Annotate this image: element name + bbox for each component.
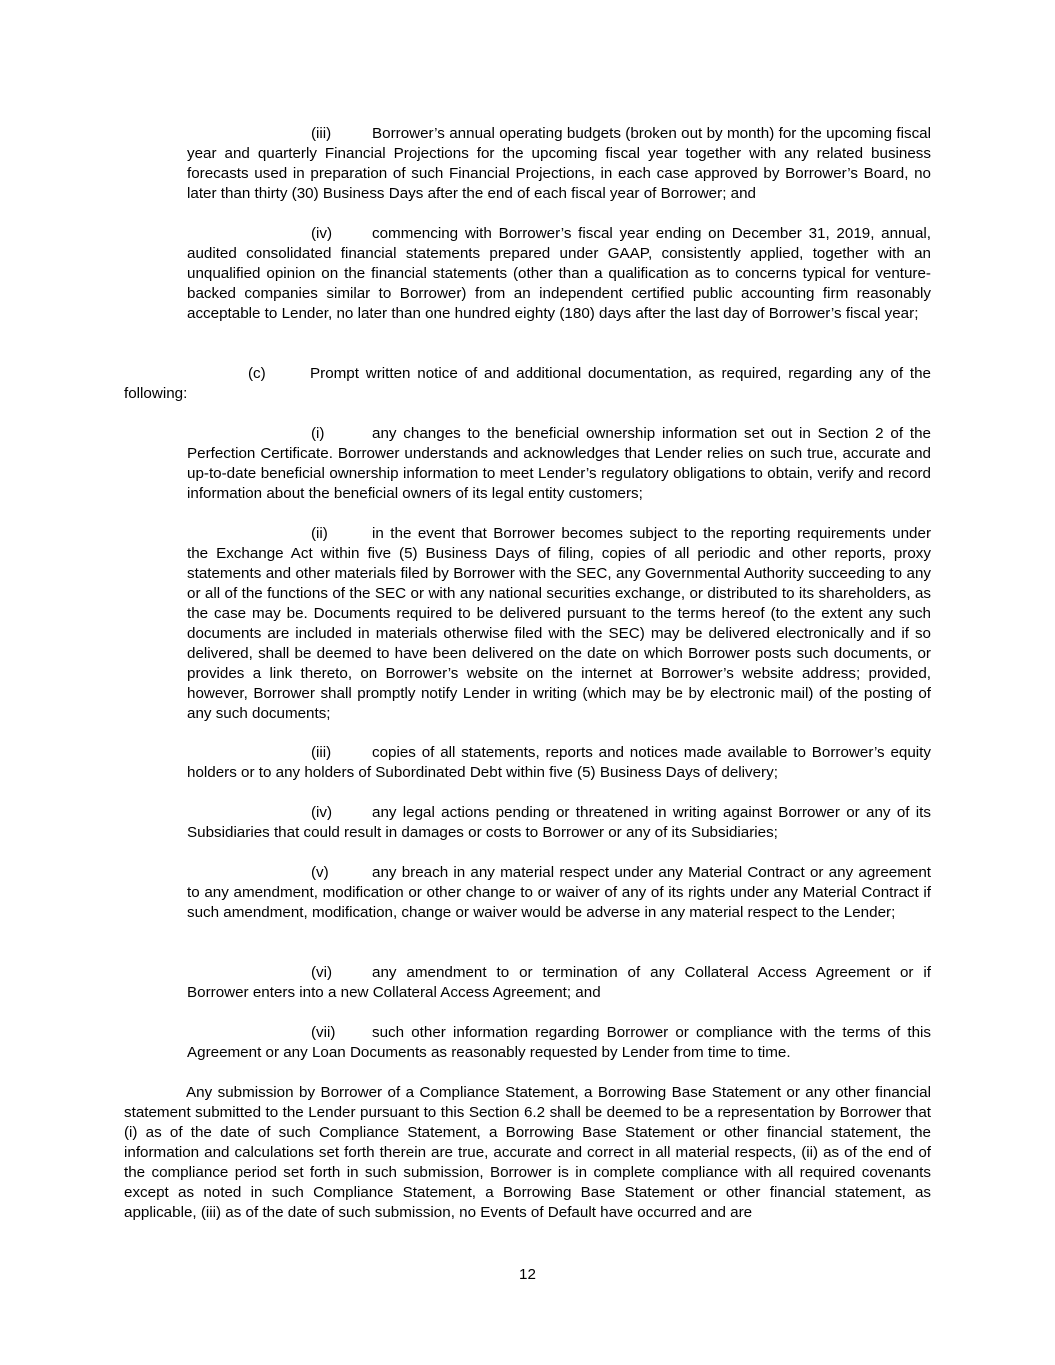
clause-c-ii-marker: (ii): [311, 525, 328, 542]
clause-b-iv: [187, 224, 931, 324]
clause-c-iv-text: any legal actions pending or threatened in writing against Borrower or any of its Subsidiaries that could result in damages or costs to Borrower or any of its Subsidiaries;: [187, 804, 931, 841]
closing-paragraph: Any submission by Borrower of a Compliance Statement, a Borrowing Base Statement or any other financial statement submitted to the Lender pursuant to this Section 6.2 shall be deemed to be a representation by Borrower that (i) as of the date of such Compliance Statement, a Borrowing Base Statement or other financial statement, the information and calculations set forth therein are true, accurate and correct in all material respects, (ii) as of the end of the compliance period set forth in such submission, Borrower is in complete compliance with all required covenants except as noted in such Compliance Statement, a Borrowing Base Statement or other financial statement, as applicable, (iii) as of the date of such submission, no Events of Default have occurred and are: [124, 1084, 931, 1221]
clause-b-iv-marker: (iv): [311, 225, 333, 242]
clause-c-marker: (c): [248, 365, 266, 382]
clause-c-iv: [187, 803, 931, 843]
clause-b-iii-text: Borrower’s annual operating budgets (broken out by month) for the upcoming fiscal year and quarterly Financial Projections for the upcoming fiscal year together with any related business forecasts used in preparation of such Financial Projections, in each case approved by Borrower’s Board, no later than thirty (30) Business Days after the end of each fiscal year of Borrower; and: [187, 125, 931, 202]
clause-c-iii: [187, 743, 931, 783]
clause-b-iv-body: [187, 224, 931, 324]
clause-c-vi-text: any amendment to or termination of any Collateral Access Agreement or if Borrower enters into a new Collateral Access Agreement; and: [187, 964, 931, 1001]
clause-c-vi-marker: (vi): [311, 964, 333, 981]
clause-c-iii-body: [187, 743, 931, 783]
clause-c-v-marker: (v): [311, 864, 329, 881]
clause-c-vii-text: such other information regarding Borrower or compliance with the terms of this Agreement or any Loan Documents as reasonably requested by Lender from time to time.: [187, 1024, 931, 1061]
clause-c-i-text: any changes to the beneficial ownership information set out in Section 2 of the Perfection Certificate. Borrower understands and acknowledges that Lender relies on such true, accurate and up-to-date beneficial ownership information to meet Lender’s regulatory obligations to obtain, verify and record information about the beneficial owners of its legal entity customers;: [187, 425, 931, 502]
clause-c-text: Prompt written notice of and additional documentation, as required, regarding any of the following:: [124, 365, 931, 402]
clause-c-vii-marker: (vii): [311, 1024, 336, 1041]
clause-c-ii-text: in the event that Borrower becomes subject to the reporting requirements under the Exchange Act within five (5) Business Days of filing, copies of all periodic and other reports, proxy statements and other materials filed by Borrower with the SEC, any Governmental Authority succeeding to any or all of the functions of the SEC or with any national securities exchange, or distributed to its shareholders, as the case may be. Documents required to be delivered pursuant to the terms hereof (to the extent any such documents are included in materials otherwise filed with the SEC) may be delivered electronically and if so delivered, shall be deemed to have been delivered on the date on which Borrower posts such documents, or provides a link thereto, on Borrower’s website on the internet at Borrower’s website address; provided, however, Borrower shall promptly notify Lender in writing (which may be by electronic mail) of the posting of any such documents;: [187, 525, 931, 722]
clause-b-iv-text: commencing with Borrower’s fiscal year ending on December 31, 2019, annual, audited consolidated financial statements prepared under GAAP, consistently applied, together with an unqualified opinion on the financial statements (other than a qualification as to concerns typical for venture-backed companies similar to Borrower) from an independent certified public accounting firm reasonably acceptable to Lender, no later than one hundred eighty (180) days after the last day of Borrower’s fiscal year;: [187, 225, 931, 322]
clause-c-i-marker: (i): [311, 425, 325, 442]
clause-c-vi: [187, 963, 931, 1003]
clause-c-vii: [187, 1023, 931, 1063]
clause-c-v: [187, 863, 931, 923]
clause-c-iii-marker: (iii): [311, 744, 332, 761]
clause-c-vi-body: [187, 963, 931, 1003]
clause-c: [124, 364, 931, 404]
clause-c-i: [187, 424, 931, 504]
clause-c-ii-body: [187, 524, 931, 724]
clause-b-iii: [187, 124, 931, 204]
clause-b-iii-body: [187, 124, 931, 204]
clause-b-iii-marker: (iii): [311, 125, 332, 142]
page-number: 12: [519, 1266, 536, 1283]
clause-c-v-text: any breach in any material respect under any Material Contract or any agreement to any amendment, modification or other change to or waiver of any of its rights under any Material Contract if such amendment, modification, change or waiver would be adverse in any material respect to the Lender;: [187, 864, 931, 921]
clause-c-iii-text: copies of all statements, reports and notices made available to Borrower’s equity holders or to any holders of Subordinated Debt within five (5) Business Days of delivery;: [187, 744, 931, 781]
clause-c-i-body: [187, 424, 931, 504]
clause-c-iv-marker: (iv): [311, 804, 333, 821]
clause-c-body: [124, 364, 931, 404]
clause-c-iv-body: [187, 803, 931, 843]
clause-c-ii: [187, 524, 931, 724]
clause-c-v-body: [187, 863, 931, 923]
clause-c-vii-body: [187, 1023, 931, 1063]
